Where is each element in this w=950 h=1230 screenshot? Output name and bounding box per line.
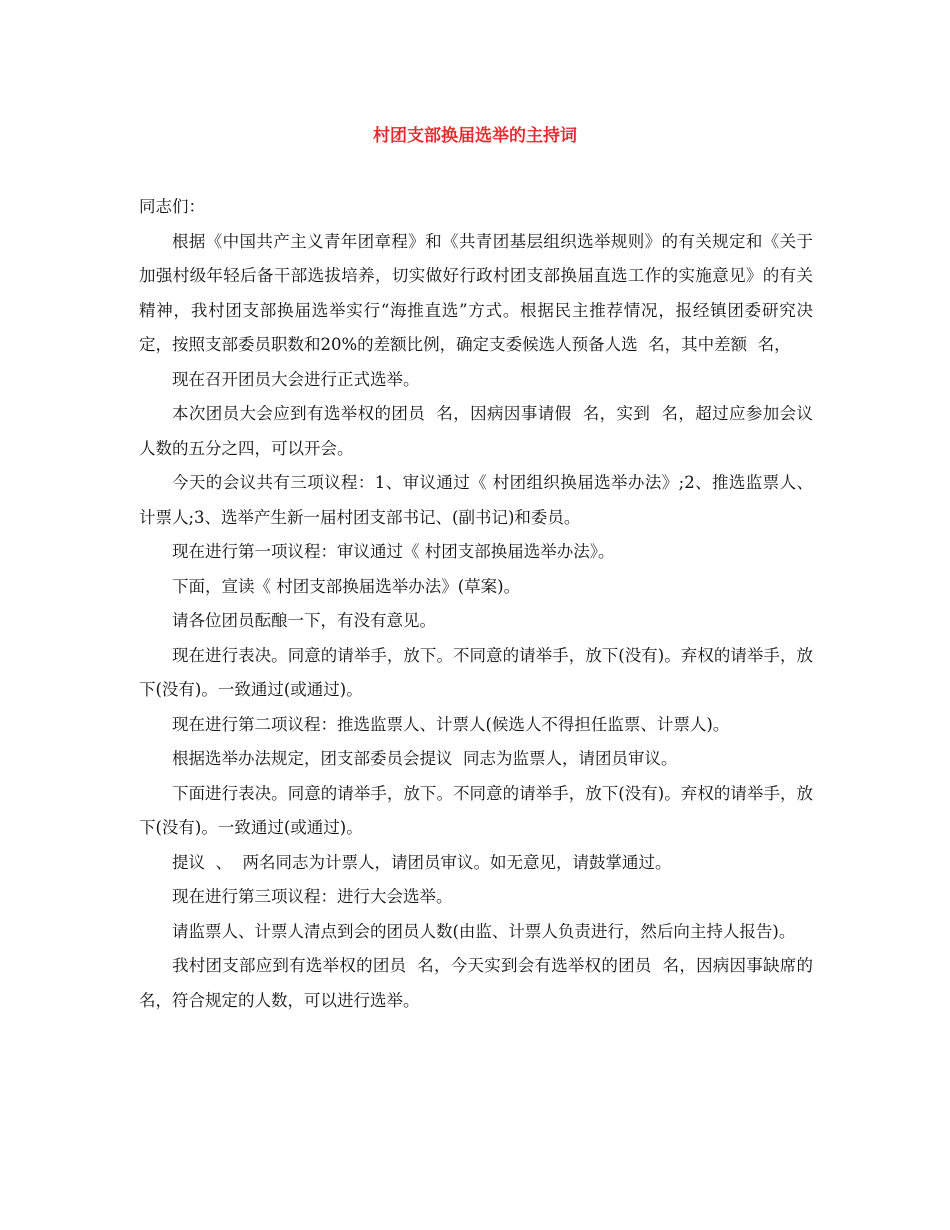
paragraph: 下面，宣读《 村团支部换届选举办法》(草案)。 xyxy=(172,576,521,596)
paragraph: 请各位团员酝酿一下，有没有意见。 xyxy=(172,611,436,630)
document-title: 村团支部换届选举的主持词 xyxy=(373,126,577,146)
paragraph: 请监票人、计票人清点到会的团员人数(由监、计票人负责进行，然后向主持人报告)。 xyxy=(172,921,796,941)
paragraph: 现在进行第二项议程：推选监票人、计票人(候选人不得担任监票、计票人)。 xyxy=(172,714,730,734)
paragraph: 今天的会议共有三项议程：1、审议通过《 村团组织换届选举办法》;2、推选监票人、计票人;3、选举产生新一届村团支部书记、(副书记)和委员。 xyxy=(139,473,813,527)
paragraph: 现在进行表决。同意的请举手，放下。不同意的请举手，放下(没有)。弃权的请举手，放下(没有)。一致通过(或通过)。 xyxy=(139,645,813,699)
salutation: 同志们： xyxy=(139,197,205,216)
document-body xyxy=(139,190,824,1018)
paragraph: 本次团员大会应到有选举权的团员 名，因病因事请假 名，实到 名，超过应参加会议人数的五分之四，可以开会。 xyxy=(139,404,813,458)
paragraph: 我村团支部应到有选举权的团员 名，今天实到会有选举权的团员 名，因病因事缺席的 名，符合规定的人数，可以进行选举。 xyxy=(139,956,824,1010)
paragraph: 根据选举办法规定，团支部委员会提议 同志为监票人，请团员审议。 xyxy=(172,749,678,768)
paragraph: 现在召开团员大会进行正式选举。 xyxy=(172,369,420,389)
paragraph: 下面进行表决。同意的请举手，放下。不同意的请举手，放下(没有)。弃权的请举手，放下(没有)。一致通过(或通过)。 xyxy=(139,783,813,837)
paragraph: 现在进行第一项议程：审议通过《 村团支部换届选举办法》。 xyxy=(172,542,615,561)
paragraph: 根据《中国共产主义青年团章程》和《共青团基层组织选举规则》的有关规定和《关于加强村级年轻后备干部选拔培养，切实做好行政村团支部换届直选工作的实施意见》的有关精神，我村团支部换届选举实行“海推直选”方式。根据民主推荐情况，报经镇团委研究决定，按照支部委员职数和20%的差额比例，确定支委候选人预备人选 名，其中差额 名， xyxy=(139,231,813,354)
paragraph: 提议 、 两名同志为计票人，请团员审议。如无意见，请鼓掌通过。 xyxy=(172,852,672,872)
paragraph: 现在进行第三项议程：进行大会选举。 xyxy=(172,887,453,906)
